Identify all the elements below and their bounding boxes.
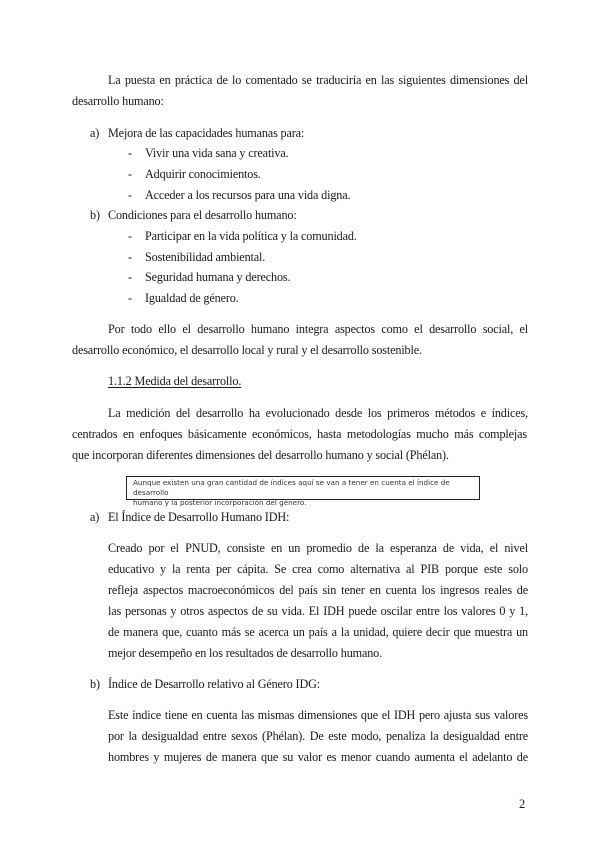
idh-line: educativo y la renta per cápita. Se crea como alternativa al PIB porque este solo [108, 562, 528, 576]
section-heading: 1.1.2 Medida del desarrollo. [108, 374, 242, 388]
note-line: Aunque existen una gran cantidad de índices aquí se van a tener en cuenta el índice de desarrollo [133, 478, 450, 497]
bullet-item: Acceder a los recursos para una vida digna. [145, 188, 351, 202]
bullet-dash: - [128, 250, 132, 264]
bullet-dash: - [128, 229, 132, 243]
bullet-dash: - [128, 270, 132, 284]
idg-heading: Índice de Desarrollo relativo al Género IDG: [108, 677, 321, 691]
list-marker-a: a) [90, 126, 100, 140]
list-item-a: Mejora de las capacidades humanas para: [108, 126, 305, 140]
idg-line: por la desigualdad entre sexos (Phélan). De este modo, penaliza la desigualdad entre [108, 729, 528, 743]
intro-line-2: desarrollo humano: [72, 94, 164, 108]
list-item-b: Condiciones para el desarrollo humano: [108, 208, 297, 222]
idh-line: de manera que, cuanto más se acerca un país a la unidad, quiere decir que muestra un [108, 625, 528, 639]
idh-line: Creado por el PNUD, consiste en un promedio de la esperanza de vida, el nivel [108, 541, 528, 555]
idh-line: mejor desempeño en los resultados de desarrollo humano. [108, 646, 383, 660]
page-number: 2 [519, 797, 526, 811]
idg-line: Este índice tiene en cuenta las mismas dimensiones que el IDH pero ajusta sus valores [108, 708, 528, 722]
bullet-item: Seguridad humana y derechos. [145, 270, 291, 284]
bullet-item: Igualdad de género. [145, 291, 239, 305]
idg-marker: b) [90, 677, 100, 691]
measure-line-1: La medición del desarrollo ha evolucionado desde los primeros métodos e índices, [108, 406, 528, 420]
measure-line-3: que incorporan diferentes dimensiones del desarrollo humano y social (Phélan). [72, 448, 449, 462]
bullet-dash: - [128, 188, 132, 202]
list-marker-b: b) [90, 208, 100, 222]
bullet-item: Vivir una vida sana y creativa. [145, 146, 289, 160]
note-line: humano y la posterior incorporación del género. [133, 498, 307, 507]
bullet-dash: - [128, 167, 132, 181]
idh-marker: a) [90, 510, 100, 524]
intro-line-1: La puesta en práctica de lo comentado se traduciría en las siguientes dimensiones del [108, 73, 528, 87]
idh-line: refleja aspectos macroeconómicos del país sin tener en cuenta los ingresos reales de [108, 583, 528, 597]
note-box [126, 476, 480, 507]
summary-line-1: Por todo ello el desarrollo humano integra aspectos como el desarrollo social, el [108, 322, 528, 336]
idh-line: las personas y otros aspectos de su vida. El IDH puede oscilar entre los valores 0 y 1, [108, 604, 528, 618]
bullet-dash: - [128, 291, 132, 305]
bullet-dash: - [128, 146, 132, 160]
measure-line-2: centrados en enfoques básicamente económicos, hasta metodologías mucho más complejas [72, 427, 527, 441]
bullet-item: Adquirir conocimientos. [145, 167, 261, 181]
summary-line-2: desarrollo económico, el desarrollo local y rural y el desarrollo sostenible. [72, 343, 422, 357]
bullet-item: Sostenibilidad ambiental. [145, 250, 266, 264]
bullet-item: Participar en la vida política y la comunidad. [145, 229, 357, 243]
idh-heading: El Índice de Desarrollo Humano IDH: [108, 510, 290, 524]
idg-line: hombres y mujeres de manera que su valor es menor cuando aumenta el adelanto de [108, 750, 528, 764]
